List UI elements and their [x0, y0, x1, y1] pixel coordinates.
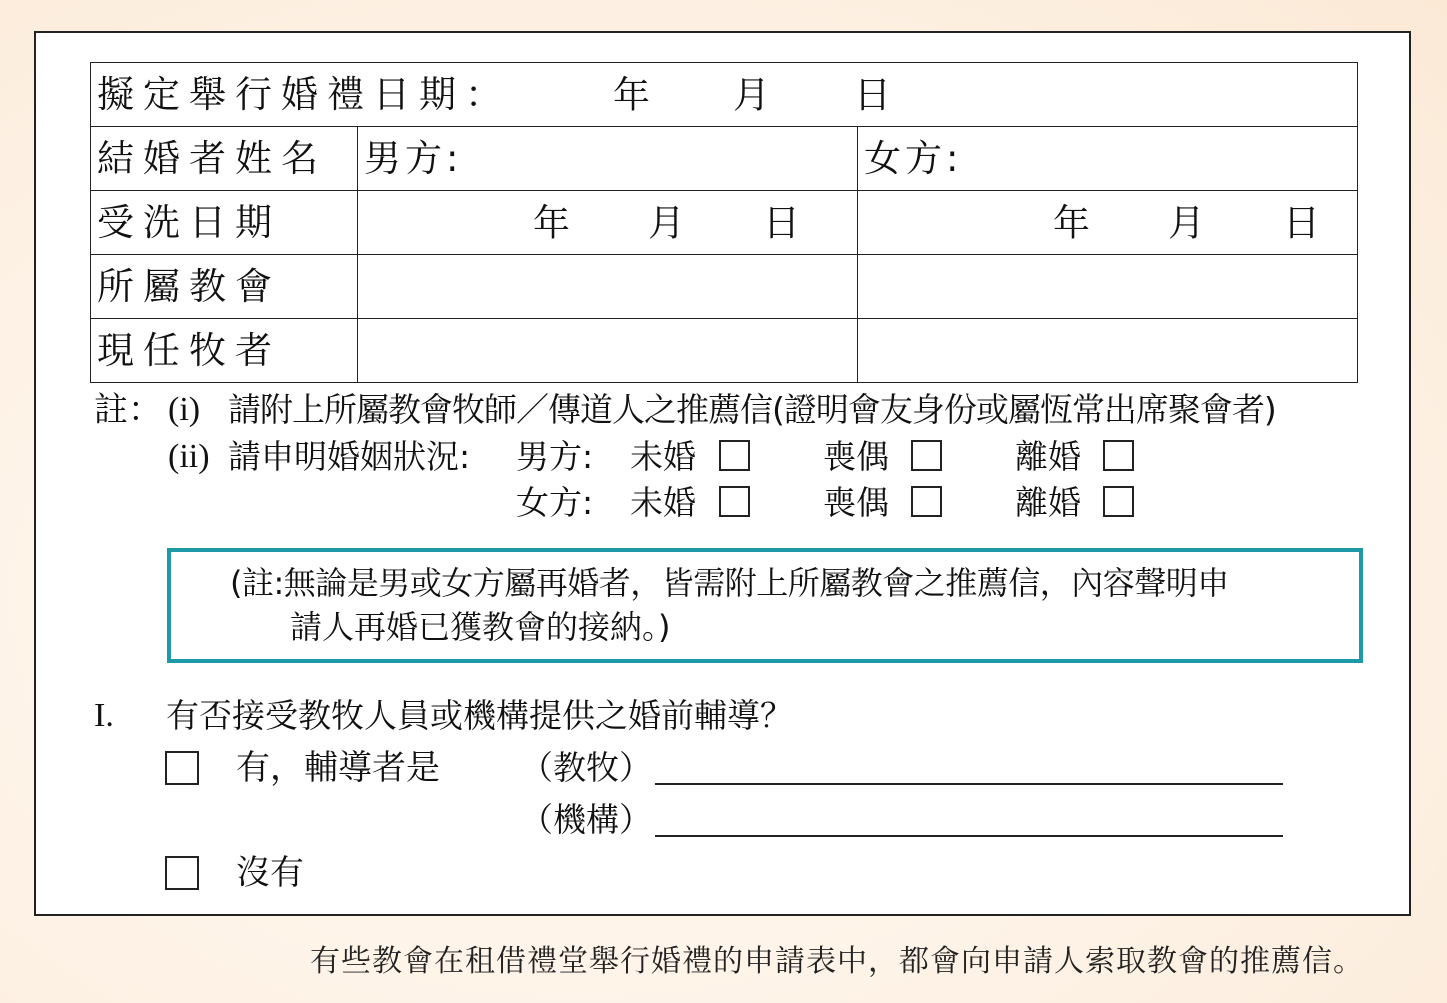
remarriage-note-line2: 請人再婚已獲教會的接納。)	[290, 608, 671, 646]
groom-divorced-label: 離婚	[1015, 437, 1081, 476]
counseling-no-label: 沒有	[236, 853, 304, 893]
groom-single-label: 未婚	[630, 437, 696, 476]
names-label: 結婚者姓名	[91, 127, 358, 191]
groom-widowed-checkbox[interactable]	[911, 440, 942, 471]
pastoral-name-line[interactable]	[655, 783, 1283, 785]
groom-baptism-month: 月	[648, 201, 685, 244]
bride-name-field[interactable]	[858, 127, 1358, 191]
groom-divorced-checkbox[interactable]	[1103, 440, 1134, 471]
note-ii-text: 請申明婚姻狀況:	[228, 437, 471, 476]
church-label: 所屬教會	[91, 255, 358, 319]
figure-caption: 有些教會在租借禮堂舉行婚禮的申請表中，都會向申請人索取教會的推薦信。	[310, 944, 1364, 979]
groom-single-checkbox[interactable]	[719, 440, 750, 471]
counseling-yes-checkbox[interactable]	[165, 751, 199, 785]
counseling-no-checkbox[interactable]	[165, 856, 199, 890]
groom-label: 男方:	[364, 137, 463, 180]
groom-church-field[interactable]	[358, 255, 858, 319]
groom-pastor-field[interactable]	[358, 319, 858, 383]
groom-baptism-year: 年	[533, 201, 570, 244]
wedding-day-label: 日	[854, 73, 891, 116]
bride-divorced-label: 離婚	[1015, 483, 1081, 522]
baptism-label: 受洗日期	[91, 191, 358, 255]
bride-single-label: 未婚	[630, 483, 696, 522]
notes-prefix: 註：	[94, 390, 162, 430]
bride-label: 女方:	[864, 137, 963, 180]
bride-widowed-checkbox[interactable]	[911, 486, 942, 517]
bride-baptism-day: 日	[1283, 201, 1320, 244]
bride-pastor-field[interactable]	[858, 319, 1358, 383]
bride-baptism-month: 月	[1168, 201, 1205, 244]
wedding-month-label: 月	[733, 73, 770, 116]
bride-divorced-checkbox[interactable]	[1103, 486, 1134, 517]
groom-name-field[interactable]	[358, 127, 858, 191]
bride-church-field[interactable]	[858, 255, 1358, 319]
wedding-info-table	[90, 62, 1358, 383]
question-number: I.	[94, 697, 114, 734]
note-i-marker: (i)	[168, 391, 201, 428]
note-ii-marker: (ii)	[168, 438, 210, 475]
note-i-text: 請附上所屬教會牧師／傳道人之推薦信(證明會友身份或屬恆常出席聚會者)	[228, 390, 1276, 429]
wedding-year-label: 年	[613, 73, 650, 116]
pastor-row	[91, 319, 1358, 383]
bride-widowed-label: 喪偶	[823, 483, 889, 522]
question-text: 有否接受教牧人員或機構提供之婚前輔導？	[166, 696, 793, 735]
counseling-yes-label: 有，輔導者是	[236, 748, 440, 788]
bride-baptism-year: 年	[1053, 201, 1090, 244]
groom-widowed-label: 喪偶	[823, 437, 889, 476]
bride-single-checkbox[interactable]	[719, 486, 750, 517]
pastor-label: 現任牧者	[91, 319, 358, 383]
baptism-row	[91, 191, 1358, 255]
institution-name-line[interactable]	[655, 835, 1283, 837]
church-row	[91, 255, 1358, 319]
bride-baptism-date-field[interactable]	[858, 191, 1358, 255]
remarriage-note-line1: (註:無論是男或女方屬再婚者，皆需附上所屬教會之推薦信，內容聲明申	[230, 564, 1229, 602]
wedding-date-row	[91, 63, 1358, 127]
marital-groom-label: 男方:	[516, 437, 594, 476]
groom-baptism-day: 日	[763, 201, 800, 244]
names-row	[91, 127, 1358, 191]
institution-label: （機構）	[520, 800, 652, 839]
groom-baptism-date-field[interactable]	[358, 191, 858, 255]
wedding-date-label: 擬定舉行婚禮日期：	[97, 73, 511, 116]
pastoral-label: （教牧）	[520, 748, 652, 787]
marital-bride-label: 女方:	[516, 483, 594, 522]
